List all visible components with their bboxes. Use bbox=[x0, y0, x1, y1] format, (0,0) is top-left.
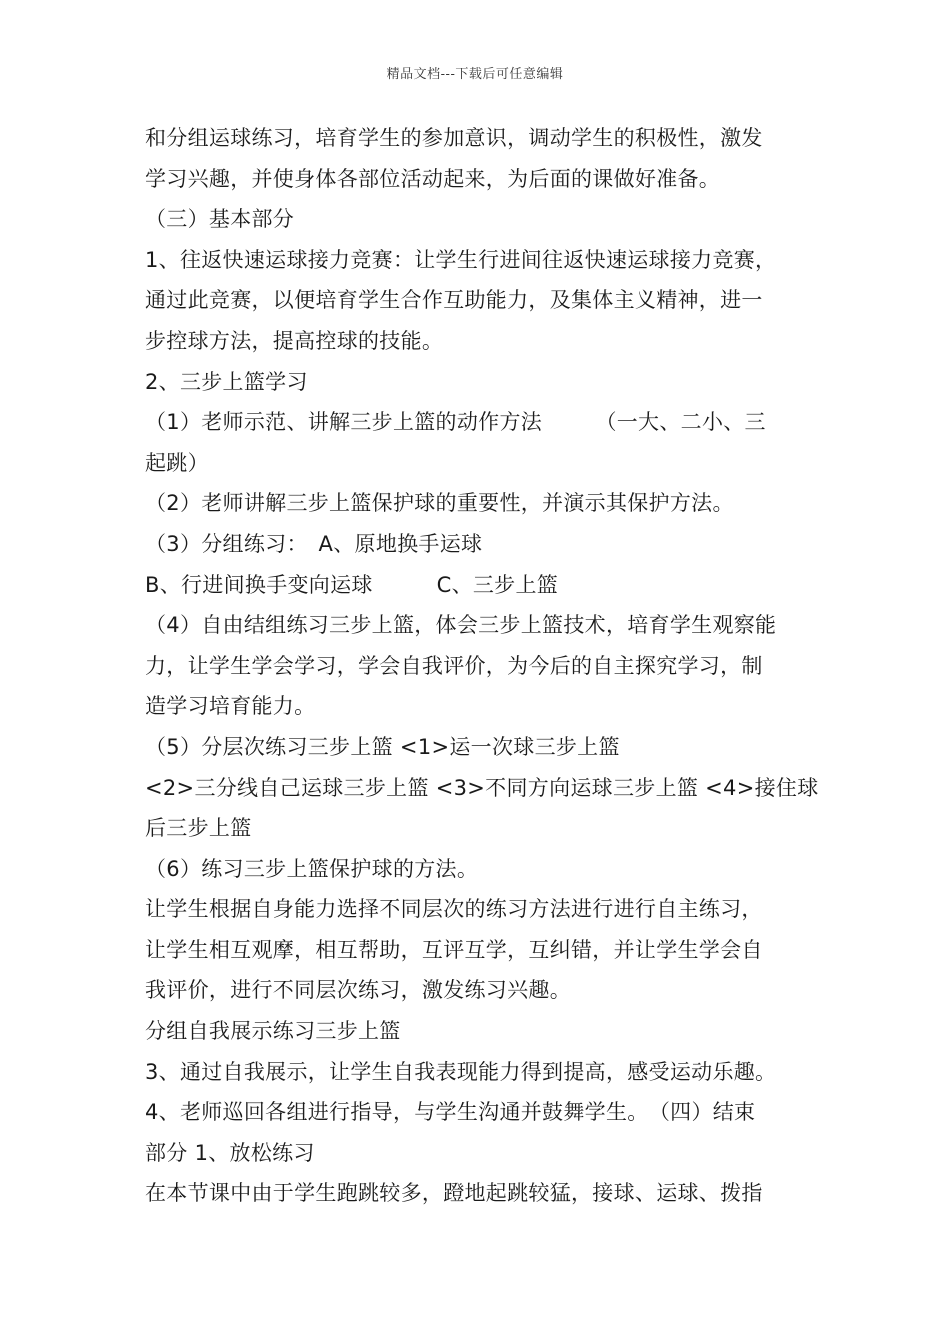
text-line: 学习兴趣，并使身体各部位活动起来，为后面的课做好准备。 bbox=[145, 166, 721, 191]
text-line: 力，让学生学会学习，学会自我评价，为今后的自主探究学习，制 bbox=[145, 653, 763, 678]
text-line: （6）练习三步上篮保护球的方法。 bbox=[145, 856, 479, 881]
text-line: <2>三分线自己运球三步上篮 <3>不同方向运球三步上篮 <4>接住球 bbox=[145, 775, 819, 800]
text-line: 让学生根据自身能力选择不同层次的练习方法进行进行自主练习， bbox=[145, 897, 763, 922]
text-line: 2、三步上篮学习 bbox=[145, 369, 308, 394]
text-line: （4）自由结组练习三步上篮，体会三步上篮技术，培育学生观察能 bbox=[145, 613, 777, 638]
text-line: 4、老师巡回各组进行指导，与学生沟通并鼓舞学生。 （四）结束 bbox=[145, 1100, 756, 1125]
text-line: （1）老师示范、讲解三步上篮的动作方法 （一大、二小、三 bbox=[145, 410, 766, 435]
text-line: （2）老师讲解三步上篮保护球的重要性，并演示其保护方法。 bbox=[145, 491, 734, 516]
text-line: （5）分层次练习三步上篮 <1>运一次球三步上篮 bbox=[145, 734, 620, 759]
text-line: 我评价，进行不同层次练习，激发练习兴趣。 bbox=[145, 978, 571, 1003]
text-line: 造学习培育能力。 bbox=[145, 694, 316, 719]
text-line: B、行进间换手变向运球 C、三步上篮 bbox=[145, 572, 559, 597]
text-line: 3、通过自我展示，让学生自我表现能力得到提高，感受运动乐趣。 bbox=[145, 1059, 777, 1084]
section-heading: （三）基本部分 bbox=[145, 207, 295, 232]
text-line: 和分组运球练习，培育学生的参加意识，调动学生的积极性，激发 bbox=[145, 126, 763, 150]
page-header: 精品文档---下载后可任意编辑 bbox=[386, 67, 564, 82]
text-line: 后三步上篮 bbox=[145, 816, 252, 841]
text-line: 起跳） bbox=[145, 450, 209, 475]
text-line: 部分 1、放松练习 bbox=[145, 1140, 315, 1165]
text-line: 步控球方法，提高控球的技能。 bbox=[145, 328, 444, 353]
text-line: 分组自我展示练习三步上篮 bbox=[145, 1019, 401, 1044]
text-line: （3）分组练习： A、原地换手运球 bbox=[145, 531, 483, 556]
text-line: 1、往返快速运球接力竞赛：让学生行进间往返快速运球接力竞赛， bbox=[145, 247, 777, 272]
text-line: 通过此竞赛，以便培育学生合作互助能力，及集体主义精神，进一 bbox=[145, 288, 763, 313]
text-line: 让学生相互观摩，相互帮助，互评互学，互纠错，并让学生学会自 bbox=[145, 937, 763, 962]
text-line: 在本节课中由于学生跑跳较多，蹬地起跳较猛，接球、运球、拨指 bbox=[145, 1181, 763, 1206]
document-body bbox=[145, 118, 825, 1214]
